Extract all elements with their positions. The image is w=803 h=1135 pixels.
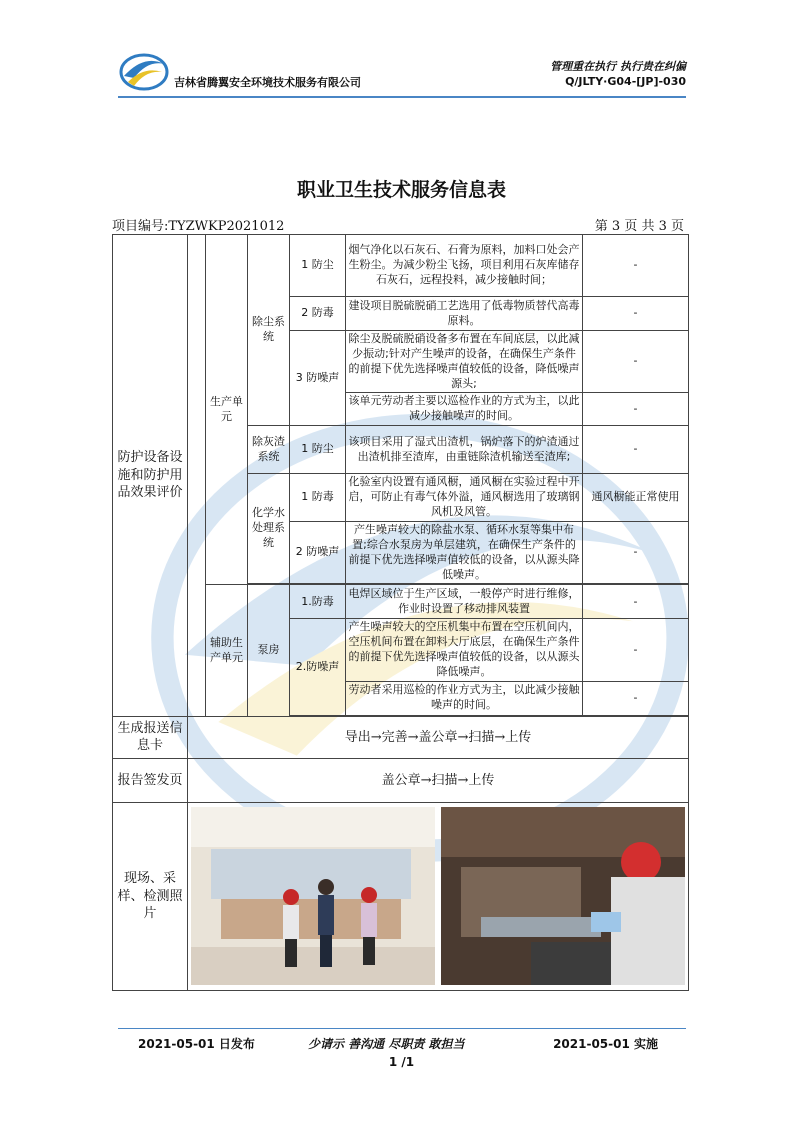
header-divider (118, 96, 686, 98)
measure-content: 烟气净化以石灰石、石膏为原料，加料口处会产生粉尘。为减少粉尘飞扬，项目利用石灰库储存石灰石，远程投料，减少接触时间； (346, 235, 583, 297)
measure-type: 3 防噪声 (290, 331, 346, 426)
measure-remark: - (583, 297, 689, 331)
measure-content: 除尘及脱硫脱硝设备多布置在车间底层，以此减少振动;针对产生噪声的设备，在确保生产条件的前提下优先选择噪声值较低的设备，降低噪声源头; (346, 331, 583, 393)
measure-content: 该单元劳动者主要以巡检作业的方式为主，以此减少接触噪声的时间。 (346, 393, 583, 426)
measure-type: 1 防尘 (290, 235, 346, 297)
measure-remark: - (583, 331, 689, 393)
measure-content: 产生噪声较大的除盐水泵、循环水泵等集中布置;综合水泵房为单层建筑，在确保生产条件的前提下优先选择噪声值较低的设备，以从源头降低噪声。 (346, 522, 583, 584)
document-code: Q/JLTY·G04-[JP]-030 (565, 75, 686, 88)
measure-content: 该项目采用了湿式出渣机，锅炉落下的炉渣通过出渣机排至渣库，由重链除渣机输送至渣库; (346, 426, 583, 474)
blank-column (188, 235, 206, 717)
footer-divider (118, 1028, 686, 1029)
info-table (112, 234, 689, 991)
info-card-label: 生成报送信息卡 (113, 716, 188, 758)
unit-name: 辅助生产单元 (206, 585, 248, 716)
report-sign-steps: 盖公章→扫描→上传 (188, 758, 689, 802)
implement-date: 2021-05-01 实施 (553, 1037, 658, 1051)
publish-date: 2021-05-01 日发布 (138, 1037, 255, 1051)
measure-content: 产生噪声较大的空压机集中布置在空压机间内，空压机间布置在卸料大厅底层，在确保生产条件的前提下优先选择噪声值较低的设备，以从源头降低噪声。 (346, 619, 583, 681)
measure-type: 1.防毒 (290, 585, 346, 619)
info-card-steps: 导出→完善→盖公章→扫描→上传 (188, 716, 689, 758)
measure-type: 1 防尘 (290, 426, 346, 474)
report-sign-label: 报告签发页 (113, 758, 188, 802)
photo-label: 现场、采样、检测照片 (113, 802, 188, 990)
system-name: 泵房 (248, 585, 290, 716)
measure-content: 劳动者采用巡检的作业方式为主，以此减少接触噪声的时间。 (346, 681, 583, 715)
site-photo-measurement (441, 807, 685, 985)
measure-content: 建设项目脱硫脱硝工艺选用了低毒物质替代高毒原料。 (346, 297, 583, 331)
measure-remark: - (583, 393, 689, 426)
site-photo-lobby (191, 807, 435, 985)
system-name: 化学水处理系统 (248, 474, 290, 584)
page-info: 第 3 页 共 3 页 (594, 219, 684, 234)
unit-name: 生产单元 (206, 235, 248, 585)
company-name: 吉林省腾翼安全环境技术服务有限公司 (174, 76, 361, 89)
measure-content: 电焊区域位于生产区域，一般停产时进行维修，作业时设置了移动排风装置 (346, 585, 583, 619)
measure-content: 化验室内设置有通风橱，通风橱在实验过程中开启，可防止有毒气体外溢，通风橱选用了玻璃钢风机及风管。 (346, 474, 583, 522)
system-name: 除灰渣系统 (248, 426, 290, 474)
page-header (118, 48, 686, 98)
measure-remark: - (583, 522, 689, 584)
measure-type: 1 防毒 (290, 474, 346, 522)
header-slogan: 管理重在执行 执行贵在纠偏 (550, 60, 686, 73)
measure-remark: - (583, 585, 689, 619)
measure-type: 2.防噪声 (290, 619, 346, 715)
company-logo-icon (118, 48, 170, 92)
measure-type: 2 防噪声 (290, 522, 346, 584)
section-label: 防护设备设施和防护用品效果评价 (113, 235, 188, 717)
measure-remark: - (583, 426, 689, 474)
measure-remark: - (583, 619, 689, 681)
measure-remark: - (583, 681, 689, 715)
measure-remark: - (583, 235, 689, 297)
footer-motto: 少请示 善沟通 尽职责 敢担当 (308, 1037, 465, 1051)
page-number: 1 /1 (388, 1055, 415, 1069)
project-info-line (112, 215, 688, 234)
measure-remark: 通风橱能正常使用 (583, 474, 689, 522)
project-number: 项目编号:TYZWKP2021012 (112, 219, 285, 234)
system-name: 除尘系统 (248, 235, 290, 426)
page-title: 职业卫生技术服务信息表 (296, 179, 506, 201)
measure-type: 2 防毒 (290, 297, 346, 331)
